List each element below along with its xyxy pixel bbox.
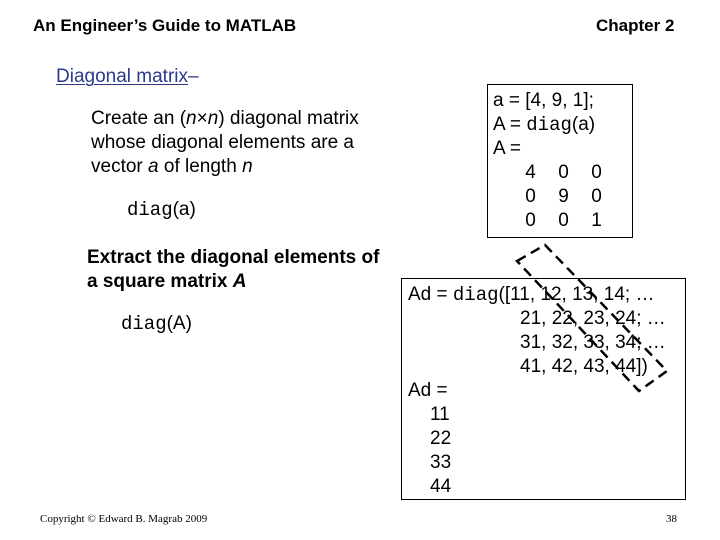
diagonal-highlight-outline <box>517 245 667 391</box>
matrix-cell: 9 <box>558 186 569 207</box>
result-value: 11 <box>430 404 450 425</box>
diag-argument: (A) <box>166 313 192 334</box>
example-2-line-1: Ad = diag([11, 12, 13, 14; … <box>408 284 655 306</box>
extract-desc-line-2: a square matrix A <box>87 271 247 292</box>
matrix-cell: 0 <box>525 210 536 231</box>
matrix-cell: 1 <box>591 210 602 231</box>
example-2-line-2: 21, 22, 23, 24; … <box>520 308 666 329</box>
example-1-result-label: A = <box>493 138 521 159</box>
matrix-cell: 0 <box>591 186 602 207</box>
matrix-cell: 0 <box>591 162 602 183</box>
diag-function: diag <box>127 199 173 221</box>
matrix-cell: 4 <box>525 162 536 183</box>
matrix-cell: 0 <box>525 186 536 207</box>
matrix-cell: 0 <box>558 210 569 231</box>
create-desc-line-2: whose diagonal elements are a <box>91 132 355 153</box>
section-title-text: Diagonal matrix <box>56 66 188 87</box>
copyright-notice: Copyright © Edward B. Magrab 2009 <box>40 513 208 525</box>
chapter-label: Chapter 2 <box>596 16 675 35</box>
section-title-dash: – <box>188 66 199 87</box>
example-1-line-1: a = [4, 9, 1]; <box>493 90 594 111</box>
page-number: 38 <box>666 513 677 525</box>
example-1-line-2: A = diag(a) <box>493 114 596 136</box>
create-desc-line-3: vector a of length n <box>91 156 253 177</box>
diag-argument: (a) <box>172 199 196 220</box>
example-2-line-3: 31, 32, 33, 34; … <box>520 332 666 353</box>
create-desc-line-1: Create an (n×n) diagonal matrix <box>91 108 359 129</box>
extract-desc-line-1: Extract the diagonal elements of <box>87 247 380 268</box>
diag-function: diag <box>121 313 167 335</box>
example-2-line-4: 41, 42, 43, 44]) <box>520 356 648 377</box>
result-value: 44 <box>430 476 452 497</box>
result-value: 33 <box>430 452 452 473</box>
result-value: 22 <box>430 428 452 449</box>
example-2-result-label: Ad = <box>408 380 448 401</box>
matrix-cell: 0 <box>558 162 569 183</box>
book-title: An Engineer’s Guide to MATLAB <box>33 16 297 35</box>
